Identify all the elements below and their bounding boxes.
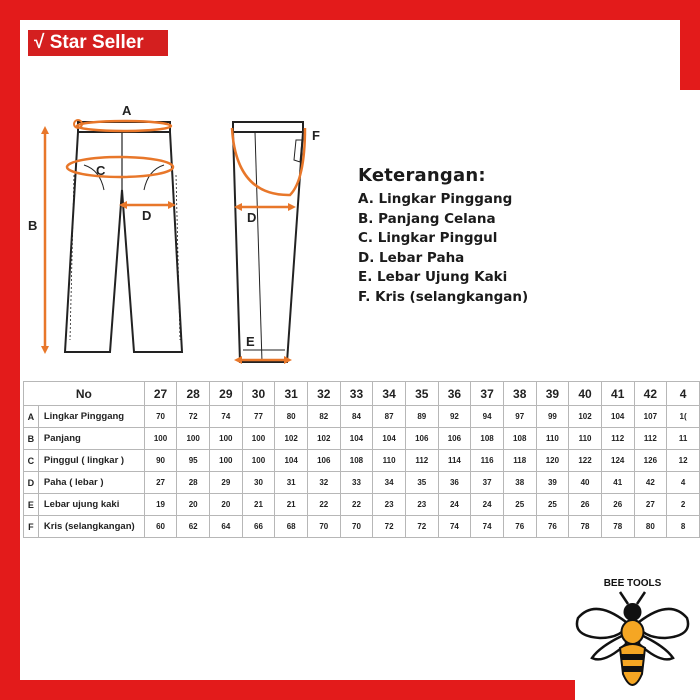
header-size: 41: [601, 382, 634, 406]
side-pants-outline: [233, 122, 303, 362]
table-cell: 102: [569, 406, 602, 428]
legend-item-b: B. Panjang Celana: [358, 210, 496, 227]
table-cell: 100: [210, 450, 243, 472]
table-cell: 118: [503, 450, 536, 472]
header-size: 34: [373, 382, 406, 406]
table-cell: 62: [177, 516, 210, 538]
table-cell: 108: [503, 428, 536, 450]
table-cell: 31: [275, 472, 308, 494]
table-cell: 12: [667, 450, 700, 472]
table-cell: 102: [275, 428, 308, 450]
table-cell: 95: [177, 450, 210, 472]
table-cell: 112: [634, 428, 667, 450]
table-cell: 38: [503, 472, 536, 494]
table-cell: 35: [405, 472, 438, 494]
table-cell: 11: [667, 428, 700, 450]
table-cell: 80: [634, 516, 667, 538]
table-cell: 68: [275, 516, 308, 538]
bee-tools-logo: [570, 578, 695, 696]
header-no: No: [24, 382, 145, 406]
table-cell: 106: [438, 428, 471, 450]
table-cell: 8: [667, 516, 700, 538]
label-c: C: [96, 163, 106, 178]
table-cell: 120: [536, 450, 569, 472]
header-size: 4: [667, 382, 700, 406]
header-size: 33: [340, 382, 373, 406]
table-cell: 72: [405, 516, 438, 538]
table-row: [24, 428, 700, 450]
table-row: [24, 450, 700, 472]
header-size: 38: [503, 382, 536, 406]
size-header-row: [24, 382, 700, 406]
table-cell: 108: [340, 450, 373, 472]
table-cell: 126: [634, 450, 667, 472]
table-cell: 22: [307, 494, 340, 516]
table-cell: 90: [144, 450, 177, 472]
table-cell: 23: [405, 494, 438, 516]
row-code: D: [24, 472, 39, 494]
table-cell: 104: [340, 428, 373, 450]
legend-item-c: C. Lingkar Pinggul: [358, 230, 498, 246]
star-seller-badge: √ Star Seller: [28, 30, 168, 56]
header-size: 31: [275, 382, 308, 406]
table-cell: 39: [536, 472, 569, 494]
table-cell: 114: [438, 450, 471, 472]
table-cell: 76: [503, 516, 536, 538]
table-cell: 89: [405, 406, 438, 428]
table-cell: 25: [536, 494, 569, 516]
table-cell: 1(: [667, 406, 700, 428]
size-table: [23, 381, 700, 538]
table-cell: 21: [275, 494, 308, 516]
side-measure-lines: [232, 128, 305, 360]
table-cell: 80: [275, 406, 308, 428]
table-cell: 21: [242, 494, 275, 516]
table-cell: 124: [601, 450, 634, 472]
table-cell: 32: [307, 472, 340, 494]
header-size: 27: [144, 382, 177, 406]
table-cell: 72: [373, 516, 406, 538]
table-cell: 28: [177, 472, 210, 494]
label-b: B: [28, 218, 38, 233]
legend-item-f: F. Kris (selangkangan): [358, 288, 529, 305]
table-cell: 106: [405, 428, 438, 450]
header-size: 30: [242, 382, 275, 406]
table-cell: 84: [340, 406, 373, 428]
table-cell: 92: [438, 406, 471, 428]
table-cell: 102: [307, 428, 340, 450]
table-row: [24, 472, 700, 494]
legend-item-d: D. Lebar Paha: [358, 249, 465, 266]
table-cell: 112: [601, 428, 634, 450]
table-cell: 70: [340, 516, 373, 538]
label-d-side: D: [247, 210, 257, 225]
row-name: Kris (selangkangan): [38, 516, 144, 538]
table-cell: 72: [177, 406, 210, 428]
header-size: 35: [405, 382, 438, 406]
header-size: 42: [634, 382, 667, 406]
table-cell: 29: [210, 472, 243, 494]
table-cell: 78: [569, 516, 602, 538]
header-size: 29: [210, 382, 243, 406]
table-cell: 19: [144, 494, 177, 516]
table-cell: 108: [471, 428, 504, 450]
header-size: 40: [569, 382, 602, 406]
label-f: F: [312, 128, 320, 143]
table-cell: 34: [373, 472, 406, 494]
frame-bottom-left: [0, 680, 575, 700]
table-cell: 104: [275, 450, 308, 472]
table-row: [24, 516, 700, 538]
table-cell: 116: [471, 450, 504, 472]
table-cell: 30: [242, 472, 275, 494]
row-code: B: [24, 428, 39, 450]
table-cell: 26: [569, 494, 602, 516]
header-size: 28: [177, 382, 210, 406]
table-cell: 60: [144, 516, 177, 538]
row-name: Paha ( lebar ): [38, 472, 144, 494]
table-cell: 70: [144, 406, 177, 428]
table-cell: 104: [373, 428, 406, 450]
table-cell: 42: [634, 472, 667, 494]
legend-item-e: E. Lebar Ujung Kaki: [358, 269, 508, 285]
row-name: Lingkar Pinggang: [38, 406, 144, 428]
table-cell: 110: [569, 428, 602, 450]
table-cell: 112: [405, 450, 438, 472]
table-row: [24, 494, 700, 516]
table-cell: 107: [634, 406, 667, 428]
bee-icon: [570, 578, 695, 696]
header-size: 36: [438, 382, 471, 406]
brand-name: BEE TOOLS: [603, 578, 662, 589]
table-cell: 74: [438, 516, 471, 538]
header-size: 32: [307, 382, 340, 406]
table-cell: 4: [667, 472, 700, 494]
row-name: Pinggul ( lingkar ): [38, 450, 144, 472]
header-size: 37: [471, 382, 504, 406]
table-cell: 23: [373, 494, 406, 516]
table-cell: 40: [569, 472, 602, 494]
table-cell: 27: [634, 494, 667, 516]
table-cell: 24: [471, 494, 504, 516]
legend: [358, 165, 528, 307]
table-cell: 33: [340, 472, 373, 494]
label-d-front: D: [142, 208, 152, 223]
table-cell: 41: [601, 472, 634, 494]
table-cell: 25: [503, 494, 536, 516]
table-cell: 100: [242, 450, 275, 472]
row-code: E: [24, 494, 39, 516]
table-cell: 122: [569, 450, 602, 472]
table-cell: 100: [210, 428, 243, 450]
front-measure-lines: [45, 121, 173, 350]
table-cell: 100: [177, 428, 210, 450]
label-e: E: [246, 334, 255, 349]
table-cell: 99: [536, 406, 569, 428]
table-cell: 24: [438, 494, 471, 516]
row-code: A: [24, 406, 39, 428]
table-cell: 74: [210, 406, 243, 428]
table-cell: 2: [667, 494, 700, 516]
row-code: F: [24, 516, 39, 538]
legend-item-a: A. Lingkar Pinggang: [358, 191, 513, 207]
table-cell: 106: [307, 450, 340, 472]
table-cell: 94: [471, 406, 504, 428]
table-row: [24, 406, 700, 428]
table-cell: 97: [503, 406, 536, 428]
table-cell: 87: [373, 406, 406, 428]
table-cell: 70: [307, 516, 340, 538]
table-cell: 36: [438, 472, 471, 494]
table-cell: 20: [177, 494, 210, 516]
row-name: Panjang: [38, 428, 144, 450]
label-a: A: [122, 103, 132, 118]
row-name: Lebar ujung kaki: [38, 494, 144, 516]
table-cell: 20: [210, 494, 243, 516]
row-code: C: [24, 450, 39, 472]
table-cell: 82: [307, 406, 340, 428]
legend-title: Keterangan:: [358, 165, 486, 186]
table-cell: 110: [373, 450, 406, 472]
table-cell: 74: [471, 516, 504, 538]
table-cell: 64: [210, 516, 243, 538]
table-cell: 26: [601, 494, 634, 516]
table-cell: 78: [601, 516, 634, 538]
table-cell: 37: [471, 472, 504, 494]
table-cell: 77: [242, 406, 275, 428]
table-cell: 76: [536, 516, 569, 538]
table-cell: 100: [242, 428, 275, 450]
header-size: 39: [536, 382, 569, 406]
table-cell: 66: [242, 516, 275, 538]
table-cell: 22: [340, 494, 373, 516]
table-cell: 110: [536, 428, 569, 450]
table-cell: 100: [144, 428, 177, 450]
table-cell: 104: [601, 406, 634, 428]
table-cell: 27: [144, 472, 177, 494]
